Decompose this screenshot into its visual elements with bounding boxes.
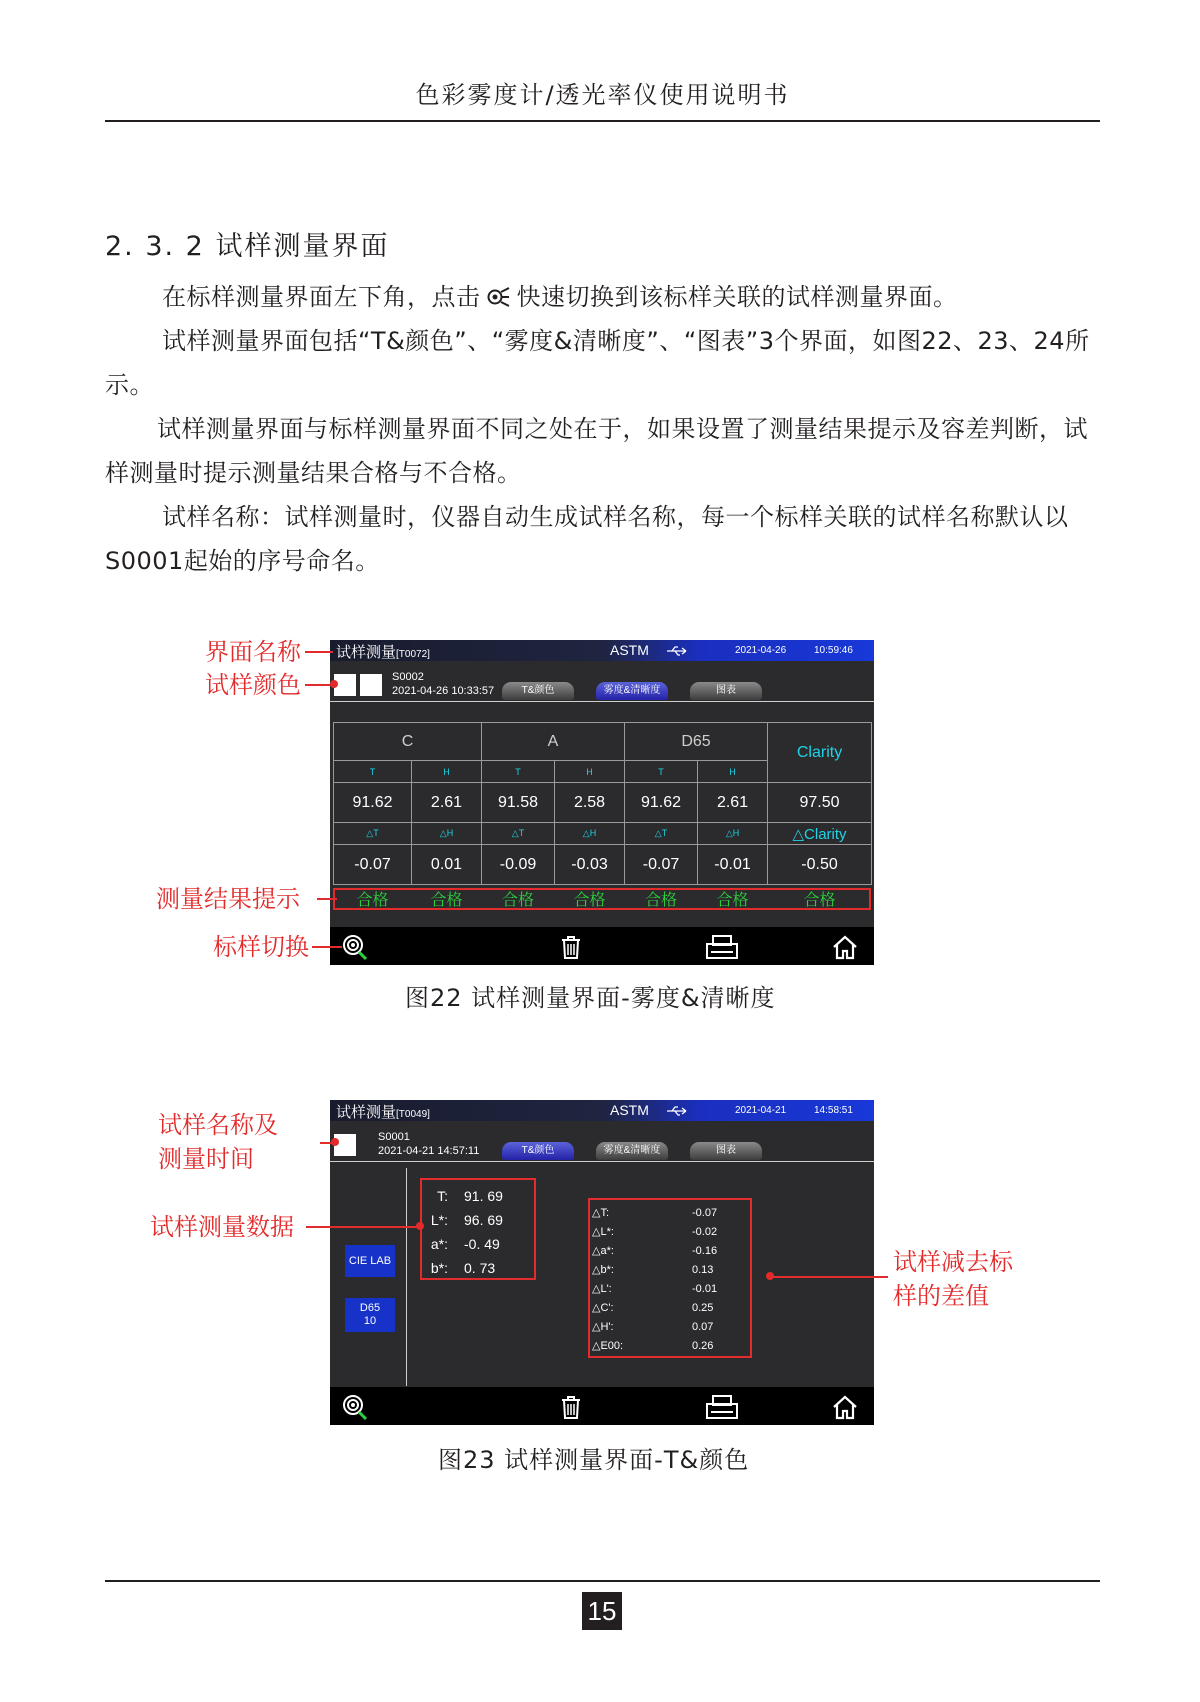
screen-title: 试样测量[T0072] [336, 644, 430, 661]
figure22-caption: 图22 试样测量界面-雾度&清晰度 [405, 984, 776, 1012]
delta-cell: -0.01 [698, 845, 768, 885]
standard-label: ASTM [610, 642, 649, 658]
delta-label: △Clarity [768, 823, 872, 845]
vertical-divider [406, 1168, 407, 1386]
usb-icon [666, 646, 688, 656]
delta-label: △H [412, 823, 482, 845]
standard-label: ASTM [610, 1102, 649, 1118]
delta-row: △b*: 0.13 [592, 1264, 714, 1276]
sample-info [392, 670, 494, 698]
value-cell: 91.58 [482, 783, 555, 823]
title-bar [330, 1100, 874, 1121]
leader-line [305, 651, 333, 653]
illuminant-button[interactable]: D65 10 [345, 1298, 395, 1332]
sample-info [378, 1130, 479, 1158]
paragraph-1 [105, 275, 1090, 319]
measurement-table [333, 722, 872, 913]
delta-highlight-box [588, 1198, 752, 1358]
delta-row: △T: -0.07 [592, 1207, 718, 1219]
section-title: 2. 3. 2 试样测量界面 [105, 231, 390, 262]
trash-icon[interactable] [558, 934, 584, 960]
standard-switch-icon[interactable] [342, 934, 368, 960]
value-cell: 91.62 [625, 783, 698, 823]
tab-t-color[interactable]: T&颜色 [502, 682, 574, 700]
delta-label: △H [555, 823, 625, 845]
delta-cell: 0.01 [412, 845, 482, 885]
sub-label: H [412, 761, 482, 783]
leader-line [306, 1226, 420, 1228]
data-row: L*: 96. 69 [430, 1212, 503, 1228]
home-icon[interactable] [832, 934, 858, 960]
leader-line [305, 684, 333, 686]
date: 2021-04-21 [735, 1105, 787, 1116]
data-row: a*: -0. 49 [430, 1236, 500, 1252]
time: 14:58:51 [814, 1105, 853, 1116]
paragraph-3: 试样测量界面与标样测量界面不同之处在于，如果设置了测量结果提示及容差判断，试样测量时提示测量结果合格与不合格。 [105, 415, 1088, 487]
figure23-caption: 图23 试样测量界面-T&颜色 [438, 1446, 750, 1474]
sample-datetime: 2021-04-21 14:57:11 [378, 1145, 480, 1157]
value-cell: 91.62 [334, 783, 412, 823]
leader-dot [766, 1272, 774, 1280]
pass-result: 合格 [501, 892, 534, 910]
callout-screen-name: 界面名称 [205, 638, 301, 666]
bottom-toolbar [330, 927, 874, 965]
delta-cell: -0.09 [482, 845, 555, 885]
tab-chart[interactable]: 图表 [690, 1142, 762, 1160]
sub-label: T [482, 761, 555, 783]
usb-icon [666, 1106, 688, 1116]
callout-measurement-data: 试样测量数据 [150, 1213, 294, 1241]
figure22-screen [330, 640, 874, 965]
leader-line [312, 946, 342, 948]
leader-dot [416, 1222, 424, 1230]
screen-title: 试样测量[T0049] [336, 1104, 430, 1121]
tab-haze-clarity[interactable]: 雾度&清晰度 [596, 682, 668, 700]
trash-icon[interactable] [558, 1394, 584, 1420]
callout-sample-name-time: 试样名称及 测量时间 [158, 1111, 278, 1173]
pass-result: 合格 [716, 892, 749, 910]
delta-row: △L': -0.01 [592, 1283, 718, 1295]
pass-result: 合格 [573, 892, 606, 910]
sub-label: T [334, 761, 412, 783]
sample-name: S0002 [392, 671, 424, 683]
printer-icon[interactable] [705, 1394, 739, 1420]
page-number: 15 [582, 1592, 622, 1630]
result-highlight-box [333, 888, 871, 910]
header-rule [105, 120, 1100, 122]
clarity-header: Clarity [768, 723, 872, 783]
pass-result: 合格 [645, 892, 678, 910]
paragraph-1-after: 快速切换到该标样关联的试样测量界面。 [516, 283, 958, 311]
printer-icon[interactable] [705, 934, 739, 960]
time: 10:59:46 [814, 645, 853, 656]
bottom-toolbar [330, 1387, 874, 1425]
delta-row: △L*: -0.02 [592, 1226, 718, 1238]
sub-label: T [625, 761, 698, 783]
pass-result: 合格 [430, 892, 463, 910]
delta-label: △T [625, 823, 698, 845]
sample-swatch [360, 674, 382, 696]
footer-rule [105, 1580, 1100, 1582]
value-cell: 97.50 [768, 783, 872, 823]
page-header: 色彩雾度计/透光率仪使用说明书 [415, 81, 790, 109]
date: 2021-04-26 [735, 645, 787, 656]
leader-line [317, 898, 337, 900]
delta-label: △T [334, 823, 412, 845]
callout-delta-values: 试样减去标 样的差值 [893, 1248, 1013, 1310]
paragraph-2: 试样测量界面包括“T&颜色”、“雾度&清晰度”、“图表”3个界面，如图22、23、24所示。 [105, 327, 1090, 399]
group-c: C [334, 723, 482, 761]
value-cell: 2.58 [555, 783, 625, 823]
pass-result: 合格 [356, 892, 389, 910]
title-bar [330, 640, 874, 661]
tab-haze-clarity[interactable]: 雾度&清晰度 [596, 1142, 668, 1160]
delta-label: △T [482, 823, 555, 845]
delta-row: △C': 0.25 [592, 1302, 714, 1314]
standard-switch-icon [487, 287, 511, 307]
delta-cell: -0.07 [625, 845, 698, 885]
paragraph-4: 试样名称：试样测量时，仪器自动生成试样名称，每一个标样关联的试样名称默认以S0001起始的序号命名。 [105, 503, 1069, 575]
sample-name: S0001 [378, 1131, 410, 1143]
delta-label: △H [698, 823, 768, 845]
sub-label: H [555, 761, 625, 783]
callout-sample-color: 试样颜色 [205, 671, 301, 699]
group-a: A [482, 723, 625, 761]
figure23-screen [330, 1100, 874, 1425]
delta-row: △E00: 0.26 [592, 1340, 714, 1352]
value-cell: 2.61 [698, 783, 768, 823]
group-d65: D65 [625, 723, 768, 761]
tab-divider [330, 1161, 874, 1162]
tab-divider [330, 701, 874, 702]
delta-cell: -0.50 [768, 845, 872, 885]
callout-standard-switch: 标样切换 [213, 933, 309, 961]
delta-row: △a*: -0.16 [592, 1245, 718, 1257]
value-cell: 2.61 [412, 783, 482, 823]
tab-t-color[interactable]: T&颜色 [502, 1142, 574, 1160]
standard-switch-icon[interactable] [342, 1394, 368, 1420]
data-highlight-box [420, 1178, 536, 1280]
data-row: T: 91. 69 [437, 1188, 503, 1204]
leader-line [770, 1276, 888, 1278]
sub-label: H [698, 761, 768, 783]
delta-cell: -0.03 [555, 845, 625, 885]
leader-dot [330, 680, 338, 688]
paragraph-1-before: 在标样测量界面左下角，点击 [162, 283, 481, 311]
pass-result: 合格 [803, 892, 836, 910]
tab-chart[interactable]: 图表 [690, 682, 762, 700]
data-row: b*: 0. 73 [430, 1260, 496, 1276]
delta-row: △H': 0.07 [592, 1321, 714, 1333]
color-space-button[interactable]: CIE LAB [345, 1245, 395, 1277]
callout-result-hint: 测量结果提示 [156, 885, 300, 913]
home-icon[interactable] [832, 1394, 858, 1420]
delta-cell: -0.07 [334, 845, 412, 885]
sample-datetime: 2021-04-26 10:33:57 [392, 685, 495, 697]
leader-dot [331, 1138, 339, 1146]
